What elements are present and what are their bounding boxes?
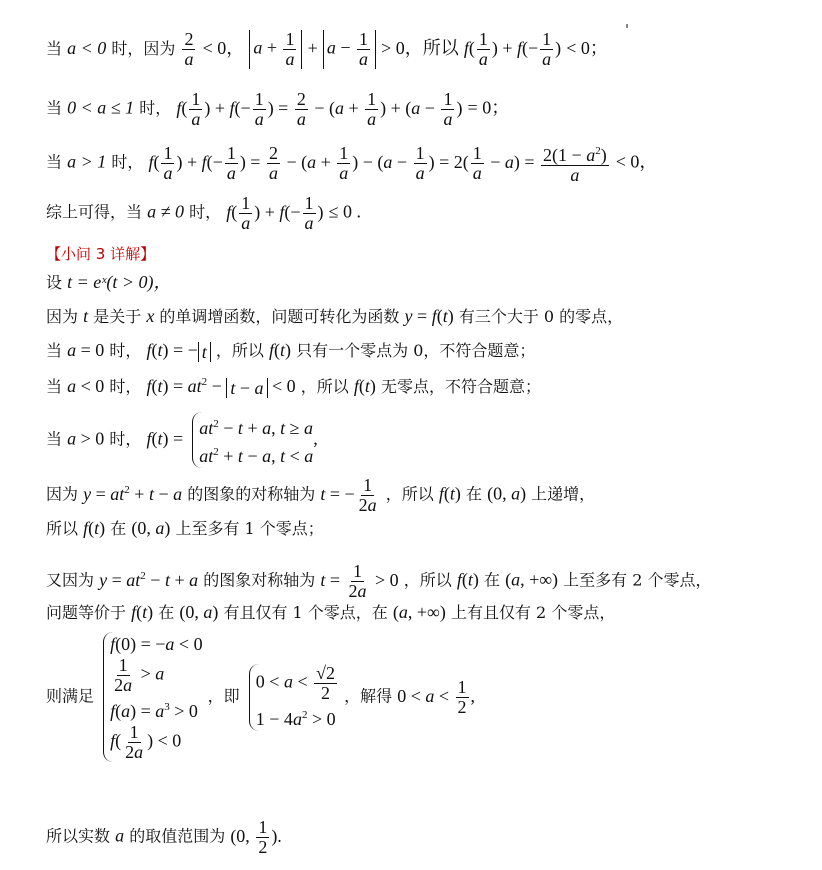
text: 上至多有 1 个零点；: [175, 519, 324, 538]
expr: > 0，所以: [381, 38, 459, 58]
line-11: 所以 f(t) 在 (0, a) 上至多有 1 个零点；: [46, 518, 324, 538]
expr: a < 0: [67, 38, 107, 58]
line-15: 所以实数 a 的取值范围为 (0, $\frac{1}{2}$ ).: [46, 817, 282, 857]
text: 的图象对称轴为: [203, 570, 316, 590]
text: 当: [46, 377, 63, 396]
text: 所以实数: [46, 826, 111, 846]
expr: ≤ 0 .: [328, 201, 362, 222]
expr: f( $\frac{1}{a}$ ) + f(− $\frac{1}{a}$ ) = $\frac{2}{a}$ − (a + $\frac{1}{a}$ ) − (a − $\frac{1}{a}$ ) = 2( $\frac{1}{a}$ − a) = $\frac{2(1 - a^2)}{a}$: [148, 143, 607, 185]
line-7: 当 a = 0 时， f(t) = − t ，所以 f(t) 只有一个零点为 0，不符合题意；: [46, 340, 536, 362]
expr: < 0，: [202, 38, 245, 58]
text: 时，: [109, 341, 142, 360]
text: 所以: [46, 519, 79, 538]
expr: f( $\frac{1}{a}$ ) + f(− $\frac{1}{a}$ ) = $\frac{2}{a}$ − (a + $\frac{1}{a}$ ) + (a − $\frac{1}{a}$ ): [176, 89, 463, 129]
text: ，所以: [385, 484, 434, 504]
line-12: 又因为 $y = at^2 - t + a$ 的图象对称轴为 t = $\frac{1}{2a}$ > 0 ，所以 f(t) 在 (a, +∞) 上至多有 2 个零点，: [46, 561, 712, 601]
expr: a ≠ 0: [147, 201, 184, 222]
text: 又因为: [46, 570, 95, 590]
expr: f( $\frac{1}{a}$ ) + f(− $\frac{1}{a}$ ): [463, 29, 562, 70]
text: 因为: [46, 484, 79, 504]
stray-mark: [626, 24, 628, 28]
line-2: [46, 90, 509, 129]
text: 当: [46, 98, 63, 118]
expr: 0 < a ≤ 1: [67, 97, 135, 118]
text: ，即: [207, 686, 240, 706]
text: 有且仅有 1 个零点，在: [223, 603, 388, 622]
line-5: [46, 272, 171, 293]
text: 因为: [46, 307, 79, 326]
fraction: $\frac{2}{a}$: [184, 29, 194, 69]
text: ，解得: [344, 686, 393, 706]
text: 当: [46, 152, 63, 172]
expr: f( $\frac{1}{a}$ ) + f(− $\frac{1}{a}$ ): [226, 193, 324, 233]
text: ，所以: [403, 570, 452, 590]
text: 的单调增函数，问题可转化为函数: [159, 307, 400, 326]
text: 无零点，不符合题意；: [380, 377, 541, 396]
abs-expr: a + $\frac{1}{a}$: [249, 30, 302, 69]
expr: = 0；: [467, 97, 510, 118]
text: 时，: [139, 98, 172, 118]
text: 上递增，: [531, 484, 596, 504]
text: 当: [46, 341, 63, 360]
text: 在: [110, 519, 127, 538]
text: ，所以: [215, 341, 264, 360]
text: 的取值范围为: [129, 826, 226, 846]
text: 是关于: [93, 307, 142, 326]
text: 的图象的对称轴为: [187, 484, 316, 504]
text: 当: [46, 429, 63, 449]
line-4: [46, 194, 361, 233]
text: 只有一个零点为 0，不符合题意；: [296, 341, 536, 360]
expr: < 0；: [566, 38, 608, 58]
text: 在: [465, 484, 482, 504]
section-heading: 【小问 3 详解】: [46, 245, 156, 263]
text: 在: [483, 570, 500, 590]
line-13: 问题等价于 f(t) 在 (0, a) 有且仅有 1 个零点，在 (a, +∞) 上有且仅有 2 个零点，: [46, 602, 616, 622]
system-1: f(0) = −a < 0 $\frac{1}{2a}$ > a $f(a) = a^3 > 0$ f( $\frac{1}{2a}$ ) < 0: [103, 632, 202, 762]
line-3: [46, 142, 657, 185]
piecewise: $at^2 - t + a$, t ≥ a $at^2 + t - a$, t < a: [192, 412, 313, 468]
text: 时，: [111, 152, 144, 172]
text: 时，: [189, 202, 222, 222]
text: 综上可得，当: [46, 202, 143, 222]
text: 在: [158, 603, 175, 622]
text: ，所以: [300, 377, 349, 396]
line-8: 当 a < 0 时， $f(t) = at^2 - t - a < 0$ ，所以 f(t) 无零点，不符合题意；: [46, 376, 541, 398]
line-1: 当 a < 0 时，因为 $\frac{2}{a}$ < 0， a + $\frac{1}{a}$ + a − $\frac{1}{a}$ > 0，所以 f( $\frac{1}{a}$ ) + f(− $\frac{1}{a}$ ) < 0；: [46, 29, 608, 70]
text: 上有且仅有 2 个零点，: [450, 603, 616, 622]
text: 时，: [109, 377, 142, 396]
text: 当: [46, 39, 63, 58]
abs-expr: a − $\frac{1}{a}$: [323, 30, 376, 69]
text: 时，因为: [111, 39, 176, 58]
line-10: 因为 $y = at^2 + t - a$ 的图象的对称轴为 t = − $\frac{1}{2a}$ ，所以 f(t) 在 (0, a) 上递增，: [46, 475, 596, 515]
text: 问题等价于: [46, 603, 127, 622]
text: 时，: [109, 429, 142, 449]
expr: a > 1: [67, 151, 107, 172]
line-9: 当 a > 0 时， f(t) = $at^2 - t + a$, t ≥ a $at^2 + t - a$, t < a ,: [46, 412, 318, 468]
text: 有三个大于 0 的零点，: [458, 307, 624, 326]
text: 设: [46, 273, 63, 292]
text: 则满足: [46, 686, 95, 706]
line-6: 因为 t 是关于 x 的单调增函数，问题可转化为函数 y = f(t) 有三个大于 0 的零点，: [46, 306, 624, 326]
expr: t = eˣ(t > 0)，: [67, 272, 172, 292]
line-14: 则满足 f(0) = −a < 0 $\frac{1}{2a}$ > a $f(a) = a^3 > 0$ f( $\frac{1}{2a}$ ) < 0 ，即 0 < a < $\frac{√2}{2}$ $1 - 4a^2 > 0$ ，解得 0 < a < $\frac{1}{2}$ ,: [46, 634, 475, 762]
text: 上至多有 2 个零点，: [563, 570, 712, 590]
system-2: 0 < a < $\frac{√2}{2}$ $1 - 4a^2 > 0$: [249, 664, 339, 731]
expr: < 0，: [615, 151, 658, 172]
